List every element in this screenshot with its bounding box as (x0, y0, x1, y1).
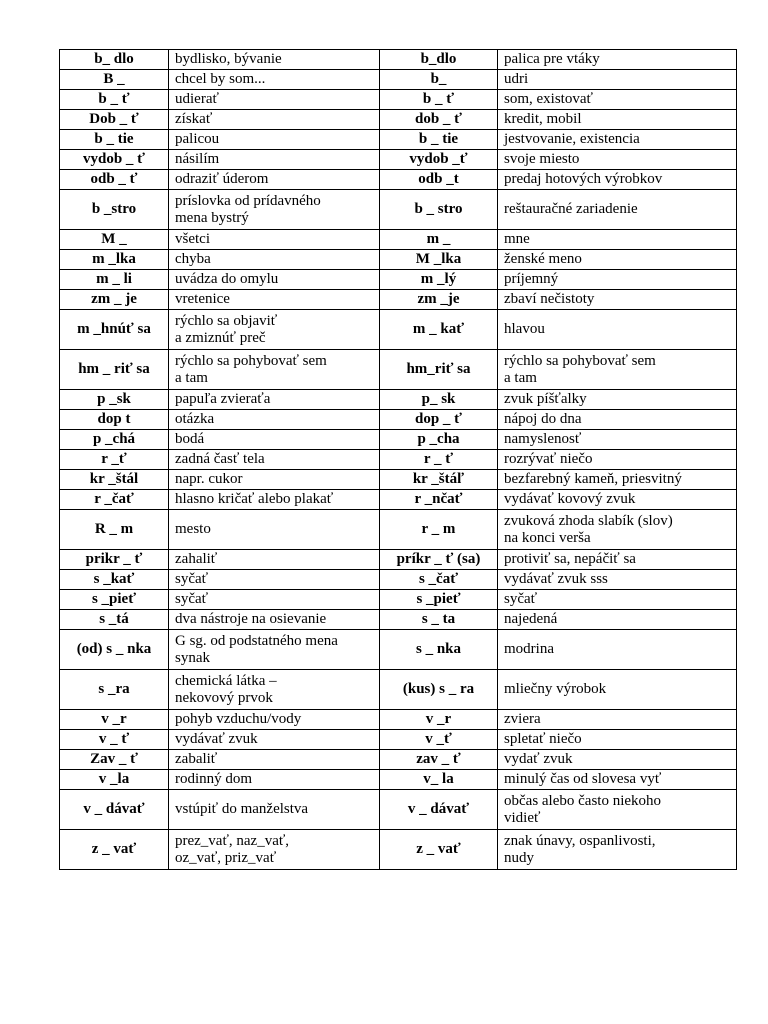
definition-cell-right (498, 610, 737, 630)
definition-line: bydlisko, bývanie (175, 51, 282, 67)
definition-cell-right (498, 230, 737, 250)
table-row (60, 790, 737, 830)
definition-cell-left (169, 490, 380, 510)
definition-cell-right (498, 50, 737, 70)
word-cell-left: v _ dávať (60, 790, 169, 830)
word-cell-left: m _lka (60, 250, 169, 270)
word-cell-right: m _lý (380, 270, 498, 290)
table-row (60, 170, 737, 190)
table-row (60, 570, 737, 590)
definition-line: zvuk píšťalky (504, 391, 587, 407)
word-cell-left: odb _ ť (60, 170, 169, 190)
word-cell-right: b_dlo (380, 50, 498, 70)
definition-cell-left (169, 50, 380, 70)
definition-cell-right (498, 510, 737, 550)
definition-cell-right (498, 70, 737, 90)
definition-line: príslovka od prídavného (175, 192, 321, 209)
word-cell-left: s _ra (60, 670, 169, 710)
table-row (60, 150, 737, 170)
definition-line: dva nástroje na osievanie (175, 611, 327, 627)
definition-cell-left (169, 590, 380, 610)
word-cell-left: s _tá (60, 610, 169, 630)
word-cell-left: b_ dlo (60, 50, 169, 70)
word-cell-left: v _r (60, 710, 169, 730)
definition-cell-right (498, 830, 737, 870)
definition-line: nudy (504, 849, 534, 866)
definition-line: odraziť úderom (175, 171, 269, 187)
definition-cell-left (169, 750, 380, 770)
table-row (60, 350, 737, 390)
definition-line: svoje miesto (504, 151, 580, 167)
table-row (60, 70, 737, 90)
definition-cell-left (169, 730, 380, 750)
word-cell-right: M _lka (380, 250, 498, 270)
definition-line: zviera (504, 711, 541, 727)
definition-line: nápoj do dna (504, 411, 582, 427)
definition-cell-left (169, 230, 380, 250)
definition-line: občas alebo často niekoho (504, 792, 662, 809)
definition-line: chemická látka – (175, 672, 277, 689)
definition-cell-right (498, 770, 737, 790)
definition-line: spletať niečo (504, 731, 582, 747)
definition-cell-left (169, 130, 380, 150)
definition-cell-right (498, 590, 737, 610)
word-cell-left: r _čať (60, 490, 169, 510)
definition-line: násilím (175, 151, 220, 167)
definition-line: prez_vať, naz_vať, (175, 832, 290, 849)
definition-line: vstúpiť do manželstva (175, 801, 309, 817)
word-cell-left: v _ ť (60, 730, 169, 750)
table-row (60, 290, 737, 310)
definition-line: na konci verša (504, 529, 591, 546)
definition-line: minulý čas od slovesa vyť (504, 771, 662, 787)
table-row (60, 450, 737, 470)
definition-cell-right (498, 670, 737, 710)
definition-cell-right (498, 150, 737, 170)
definition-cell-left (169, 290, 380, 310)
definition-cell-left (169, 190, 380, 230)
definition-cell-left (169, 430, 380, 450)
definition-cell-right (498, 270, 737, 290)
word-cell-right: b _ stro (380, 190, 498, 230)
definition-line: vydávať zvuk sss (504, 571, 608, 587)
definition-line: zadná časť tela (175, 451, 265, 467)
table-row (60, 90, 737, 110)
definition-cell-right (498, 250, 737, 270)
definition-cell-right (498, 630, 737, 670)
table-row (60, 550, 737, 570)
word-cell-right: r _nčať (380, 490, 498, 510)
definition-line: mesto (175, 521, 211, 537)
definition-cell-right (498, 430, 737, 450)
word-cell-right: p _cha (380, 430, 498, 450)
definition-line: syčať (175, 571, 209, 587)
word-cell-left: p _chá (60, 430, 169, 450)
definition-line: synak (175, 649, 210, 666)
word-cell-right: vydob _ť (380, 150, 498, 170)
definition-line: vydávať zvuk (175, 731, 258, 747)
word-cell-left: b _stro (60, 190, 169, 230)
word-cell-right: s _ ta (380, 610, 498, 630)
table-row (60, 730, 737, 750)
definition-cell-right (498, 130, 737, 150)
definition-cell-left (169, 610, 380, 630)
table-row (60, 430, 737, 450)
word-cell-right: dop _ ť (380, 410, 498, 430)
word-cell-left: dop t (60, 410, 169, 430)
definition-line: bodá (175, 431, 205, 447)
word-cell-right: (kus) s _ ra (380, 670, 498, 710)
definition-cell-left (169, 550, 380, 570)
definition-cell-right (498, 290, 737, 310)
word-cell-left: p _sk (60, 390, 169, 410)
definition-line: rýchlo sa objaviť (175, 312, 278, 329)
definition-line: vidieť (504, 809, 541, 826)
definition-cell-right (498, 190, 737, 230)
word-cell-left: z _ vať (60, 830, 169, 870)
definition-line: rýchlo sa pohybovať sem (504, 352, 656, 369)
word-cell-right: m _ kať (380, 310, 498, 350)
word-cell-right: v _ť (380, 730, 498, 750)
definition-line: všetci (175, 231, 210, 247)
definition-cell-left (169, 630, 380, 670)
definition-line: oz_vať, priz_vať (175, 849, 277, 866)
vocabulary-table (59, 49, 737, 870)
definition-cell-left (169, 110, 380, 130)
vocabulary-table-body (60, 50, 737, 870)
definition-cell-right (498, 550, 737, 570)
definition-line: rodinný dom (175, 771, 253, 787)
definition-cell-right (498, 390, 737, 410)
word-cell-right: dob _ ť (380, 110, 498, 130)
definition-cell-right (498, 90, 737, 110)
word-cell-left: prikr _ ť (60, 550, 169, 570)
definition-cell-left (169, 510, 380, 550)
table-row (60, 470, 737, 490)
definition-cell-right (498, 490, 737, 510)
word-cell-left: s _pieť (60, 590, 169, 610)
word-cell-left: m _hnúť sa (60, 310, 169, 350)
word-cell-left: m _ li (60, 270, 169, 290)
table-row (60, 610, 737, 630)
definition-line: hlavou (504, 321, 545, 337)
definition-cell-left (169, 270, 380, 290)
definition-cell-left (169, 710, 380, 730)
definition-cell-left (169, 770, 380, 790)
word-cell-right: s _pieť (380, 590, 498, 610)
definition-line: a tam (504, 369, 537, 386)
word-cell-left: kr _štál (60, 470, 169, 490)
definition-cell-left (169, 150, 380, 170)
definition-line: nekovový prvok (175, 689, 273, 706)
definition-line: rozrývať niečo (504, 451, 593, 467)
table-row (60, 230, 737, 250)
definition-line: reštauračné zariadenie (504, 201, 638, 217)
table-row (60, 770, 737, 790)
definition-line: protiviť sa, nepáčiť sa (504, 551, 636, 567)
word-cell-right: r _ m (380, 510, 498, 550)
definition-line: jestvovanie, existencia (504, 131, 640, 147)
definition-cell-right (498, 790, 737, 830)
word-cell-right: b_ (380, 70, 498, 90)
definition-line: palica pre vtáky (504, 51, 600, 67)
definition-line: vydávať kovový zvuk (504, 491, 636, 507)
definition-line: príjemný (504, 271, 559, 287)
definition-line: vretenice (175, 291, 230, 307)
definition-cell-left (169, 350, 380, 390)
definition-cell-right (498, 750, 737, 770)
table-row (60, 750, 737, 770)
word-cell-left: M _ (60, 230, 169, 250)
definition-cell-left (169, 450, 380, 470)
word-cell-right: príkr _ ť (sa) (380, 550, 498, 570)
table-row (60, 510, 737, 550)
definition-cell-left (169, 790, 380, 830)
definition-line: mliečny výrobok (504, 681, 607, 697)
word-cell-right: m _ (380, 230, 498, 250)
definition-line: modrina (504, 641, 554, 657)
word-cell-left: b _ tie (60, 130, 169, 150)
definition-line: zbaví nečistoty (504, 291, 595, 307)
definition-line: pohyb vzduchu/vody (175, 711, 302, 727)
definition-line: zvuková zhoda slabík (slov) (504, 512, 673, 529)
definition-line: ženské meno (504, 251, 582, 267)
word-cell-left: hm _ riť sa (60, 350, 169, 390)
definition-line: namyslenosť (504, 431, 582, 447)
definition-cell-left (169, 90, 380, 110)
definition-line: získať (175, 111, 213, 127)
table-row (60, 710, 737, 730)
definition-cell-right (498, 470, 737, 490)
definition-line: udierať (175, 91, 219, 107)
definition-line: palicou (175, 131, 220, 147)
word-cell-left: B _ (60, 70, 169, 90)
table-row (60, 190, 737, 230)
word-cell-right: z _ vať (380, 830, 498, 870)
word-cell-left: zm _ je (60, 290, 169, 310)
word-cell-right: hm_riť sa (380, 350, 498, 390)
table-row (60, 110, 737, 130)
word-cell-right: s _ nka (380, 630, 498, 670)
definition-cell-right (498, 310, 737, 350)
word-cell-right: p_ sk (380, 390, 498, 410)
word-cell-right: odb _t (380, 170, 498, 190)
word-cell-right: r _ ť (380, 450, 498, 470)
word-cell-right: v_ la (380, 770, 498, 790)
definition-line: bezfarebný kameň, priesvitný (504, 471, 682, 487)
definition-line: mena bystrý (175, 209, 249, 226)
definition-line: zabaliť (175, 751, 218, 767)
definition-cell-left (169, 70, 380, 90)
definition-cell-right (498, 410, 737, 430)
word-cell-left: b _ ť (60, 90, 169, 110)
definition-cell-left (169, 310, 380, 350)
definition-cell-right (498, 450, 737, 470)
definition-line: predaj hotových výrobkov (504, 171, 663, 187)
word-cell-right: s _čať (380, 570, 498, 590)
word-cell-right: zav _ ť (380, 750, 498, 770)
definition-line: papuľa zvieraťa (175, 391, 271, 407)
word-cell-left: Zav _ ť (60, 750, 169, 770)
definition-line: a zmiznúť preč (175, 329, 266, 346)
definition-cell-right (498, 570, 737, 590)
word-cell-left: (od) s _ nka (60, 630, 169, 670)
word-cell-right: zm _je (380, 290, 498, 310)
definition-cell-right (498, 110, 737, 130)
table-row (60, 390, 737, 410)
word-cell-left: r _ť (60, 450, 169, 470)
definition-cell-right (498, 710, 737, 730)
definition-cell-right (498, 170, 737, 190)
definition-cell-left (169, 410, 380, 430)
word-cell-right: b _ ť (380, 90, 498, 110)
definition-line: rýchlo sa pohybovať sem (175, 352, 327, 369)
definition-line: G sg. od podstatného mena (175, 632, 338, 649)
definition-line: hlasno kričať alebo plakať (175, 491, 334, 507)
table-row (60, 50, 737, 70)
definition-cell-left (169, 570, 380, 590)
definition-cell-left (169, 250, 380, 270)
definition-line: vydať zvuk (504, 751, 573, 767)
table-row (60, 830, 737, 870)
word-cell-right: b _ tie (380, 130, 498, 150)
table-row (60, 590, 737, 610)
word-cell-left: v _la (60, 770, 169, 790)
table-row (60, 670, 737, 710)
definition-line: zahaliť (175, 551, 218, 567)
definition-cell-left (169, 470, 380, 490)
table-row (60, 410, 737, 430)
definition-cell-right (498, 730, 737, 750)
definition-cell-left (169, 390, 380, 410)
definition-line: a tam (175, 369, 208, 386)
definition-cell-left (169, 170, 380, 190)
definition-cell-left (169, 830, 380, 870)
definition-cell-right (498, 350, 737, 390)
definition-line: mne (504, 231, 530, 247)
table-row (60, 310, 737, 350)
definition-line: najedená (504, 611, 558, 627)
word-cell-left: Dob _ ť (60, 110, 169, 130)
word-cell-left: R _ m (60, 510, 169, 550)
definition-line: chyba (175, 251, 211, 267)
definition-line: uvádza do omylu (175, 271, 279, 287)
definition-line: otázka (175, 411, 215, 427)
definition-cell-left (169, 670, 380, 710)
word-cell-right: kr _štáľ (380, 470, 498, 490)
word-cell-left: vydob _ ť (60, 150, 169, 170)
definition-line: napr. cukor (175, 471, 243, 487)
definition-line: syčať (504, 591, 538, 607)
word-cell-left: s _kať (60, 570, 169, 590)
definition-line: kredit, mobil (504, 111, 582, 127)
table-row (60, 630, 737, 670)
table-row (60, 490, 737, 510)
definition-line: som, existovať (504, 91, 593, 107)
definition-line: syčať (175, 591, 209, 607)
word-cell-right: v _r (380, 710, 498, 730)
table-row (60, 270, 737, 290)
definition-line: znak únavy, ospanlivosti, (504, 832, 656, 849)
definition-line: udri (504, 71, 529, 87)
definition-line: chcel by som... (175, 71, 266, 87)
word-cell-right: v _ dávať (380, 790, 498, 830)
table-row (60, 250, 737, 270)
table-row (60, 130, 737, 150)
